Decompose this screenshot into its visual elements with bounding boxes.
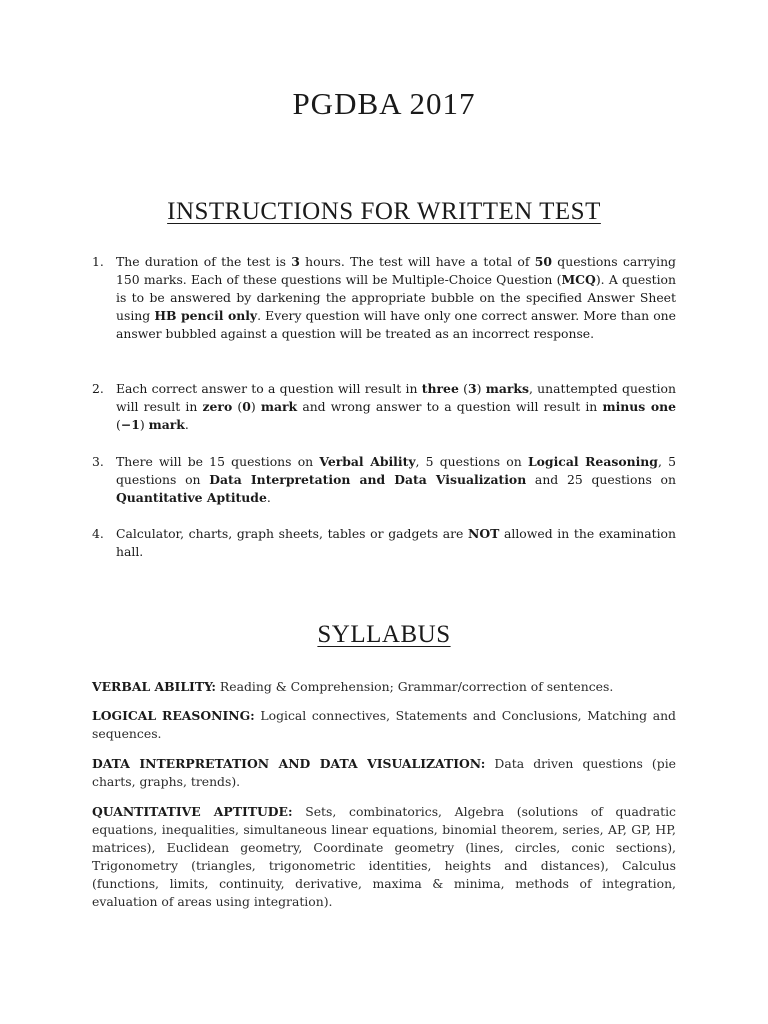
syllabus-section-text: Data driven questions (pie charts, graphs, trends).: [92, 756, 676, 789]
syllabus-section-text: Logical connectives, Statements and Conclusions, Matching and sequences.: [92, 708, 676, 741]
instruction-run: and 25 questions on: [526, 472, 676, 487]
instruction-run: (: [458, 381, 468, 396]
syllabus-section-label: DATA INTERPRETATION AND DATA VISUALIZATION:: [92, 756, 486, 771]
instruction-run: questions carrying 150 marks. Each of these questions will be Multiple-Choice Question (: [116, 254, 676, 287]
instruction-run: The duration of the test is: [116, 254, 292, 269]
instruction-emphasis: Quantitative Aptitude: [116, 490, 267, 505]
instruction-run: .: [184, 417, 189, 432]
instruction-run: ): [476, 381, 486, 396]
instruction-run: and wrong answer to a question will result in: [297, 399, 603, 414]
syllabus-section-text: Reading & Comprehension; Grammar/correction of sentences.: [215, 679, 614, 694]
syllabus-section-text: Sets, combinatorics, Algebra (solutions of quadratic equations, inequalities, simultaneous linear equations, binomial theorem, series, AP, GP, HP, matrices), Euclidean geometry, Coordinate geometry (lines, circles, conic sections), Trigonometry (triangles, trigonometric identities, heights and distances), Calculus (functions, limits, continuity, derivative, maxima & minima, methods of integration, evaluation of areas using integration).: [92, 804, 676, 909]
instruction-item: [92, 453, 676, 507]
syllabus-heading: [0, 621, 768, 649]
instruction-run: There will be 15 questions on: [116, 454, 320, 469]
syllabus-section-logical-reasoning: [92, 707, 676, 743]
instruction-text: [116, 525, 676, 561]
syllabus-section-quantitative-aptitude: [92, 803, 676, 911]
instruction-emphasis: mark: [148, 417, 185, 432]
instruction-emphasis: 0: [242, 399, 251, 414]
instruction-run: Calculator, charts, graph sheets, tables or gadgets are: [116, 526, 468, 541]
instruction-run: ): [139, 417, 149, 432]
instruction-run: , 5 questions on: [116, 454, 677, 487]
document-title: PGDBA 2017: [292, 86, 476, 121]
instruction-item: [92, 525, 676, 561]
instruction-emphasis: 3: [467, 381, 477, 396]
instruction-run: (: [232, 399, 243, 414]
instruction-emphasis: three: [421, 381, 459, 396]
syllabus-section-label: VERBAL ABILITY:: [92, 679, 216, 694]
instruction-emphasis: Verbal Ability: [319, 454, 416, 469]
instruction-run: hours. The test will have a total of: [299, 254, 535, 269]
instruction-emphasis: minus one: [602, 399, 676, 414]
instructions-heading-text: INSTRUCTIONS FOR WRITTEN TEST: [167, 198, 601, 225]
instruction-run: . Every question will have only one correct answer. More than one answer bubbled against a question will be treated as an incorrect response.: [116, 308, 676, 341]
instruction-number: 1.: [92, 254, 104, 269]
instruction-emphasis: 3: [291, 254, 300, 269]
instruction-item: [92, 380, 676, 434]
instruction-run: (: [116, 417, 121, 432]
syllabus-section-data-interpretation: [92, 755, 676, 791]
syllabus-section-label: LOGICAL REASONING:: [92, 708, 255, 723]
instruction-item: [92, 253, 676, 343]
instruction-run: Each correct answer to a question will result in: [116, 381, 422, 396]
syllabus-heading-text: SYLLABUS: [317, 621, 451, 648]
instruction-emphasis: HB pencil only: [154, 308, 258, 323]
instruction-run: allowed in the examination hall.: [116, 526, 676, 559]
syllabus-section-label: QUANTITATIVE APTITUDE:: [92, 804, 293, 819]
instruction-text: [116, 380, 676, 434]
instruction-text: [116, 453, 676, 507]
instruction-run: ). A question is to be answered by darkening the appropriate bubble on the specified Answer Sheet using: [116, 272, 676, 323]
instruction-emphasis: Logical Reasoning: [527, 454, 658, 469]
instruction-run: , unattempted question will result in: [116, 381, 676, 414]
instruction-emphasis: zero: [202, 399, 233, 414]
instruction-run: , 5 questions on: [415, 454, 528, 469]
instruction-text: [116, 253, 676, 343]
instruction-emphasis: 50: [534, 254, 553, 269]
instruction-emphasis: −1: [120, 417, 140, 432]
syllabus-section-verbal-ability: [92, 678, 676, 696]
instruction-emphasis: MCQ: [561, 272, 596, 287]
instruction-number: 3.: [92, 454, 104, 469]
instruction-run: .: [266, 490, 271, 505]
instruction-emphasis: marks: [485, 381, 529, 396]
instruction-number: 4.: [92, 526, 104, 541]
instructions-heading: [0, 198, 768, 226]
instruction-number: 2.: [92, 381, 104, 396]
instruction-emphasis: Data Interpretation and Data Visualization: [209, 472, 527, 487]
instruction-emphasis: mark: [260, 399, 298, 414]
instruction-run: ): [250, 399, 261, 414]
instruction-emphasis: NOT: [468, 526, 500, 541]
